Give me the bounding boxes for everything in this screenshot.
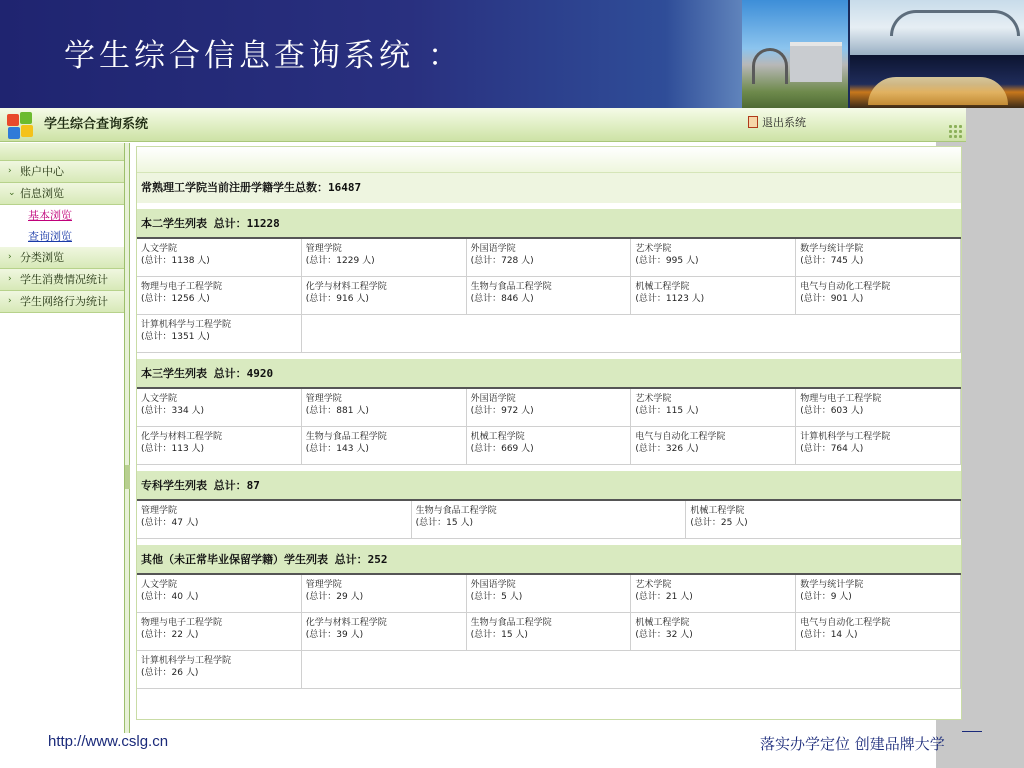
background-panel <box>966 108 1024 142</box>
college-name[interactable]: 计算机科学与工程学院 <box>800 432 891 442</box>
section-header: 本三学生列表 总计：4920 <box>137 359 961 389</box>
footer-slogan: 落实办学定位 创建品牌大学 <box>760 735 945 753</box>
section-header: 本二学生列表 总计：11228 <box>137 209 961 239</box>
college-count: (总计：846 人) <box>470 294 534 304</box>
college-count: (总计：764 人) <box>800 444 864 454</box>
college-grid <box>137 501 961 539</box>
logout-label: 退出系统 <box>762 116 806 129</box>
college-cell <box>631 277 796 315</box>
college-cell <box>796 389 961 427</box>
college-cell <box>137 651 302 689</box>
college-name[interactable]: 艺术学院 <box>635 394 672 404</box>
college-cell <box>686 501 961 539</box>
college-cell <box>796 427 961 465</box>
college-name[interactable]: 艺术学院 <box>635 580 672 590</box>
college-count: (总计：26 人) <box>141 668 199 678</box>
college-cell <box>467 613 632 651</box>
college-name[interactable]: 物理与电子工程学院 <box>141 282 223 292</box>
college-cell <box>137 613 302 651</box>
sidebar-item-category-browse[interactable] <box>0 247 124 269</box>
splitter-handle[interactable] <box>125 465 130 489</box>
chevron-right-icon: › <box>8 274 12 284</box>
college-cell <box>467 575 632 613</box>
empty-cell <box>302 651 961 689</box>
college-name[interactable]: 数学与统计学院 <box>800 580 864 590</box>
content-toolbar <box>137 147 961 173</box>
chevron-right-icon: › <box>8 296 12 306</box>
college-count: (总计：113 人) <box>141 444 205 454</box>
college-name[interactable]: 电气与自动化工程学院 <box>800 618 891 628</box>
college-cell <box>137 575 302 613</box>
college-name[interactable]: 人文学院 <box>141 244 178 254</box>
college-name[interactable]: 机械工程学院 <box>635 618 690 628</box>
college-cell <box>137 315 302 353</box>
college-cell <box>796 613 961 651</box>
college-count: (总计：995 人) <box>635 256 699 266</box>
college-name[interactable]: 化学与材料工程学院 <box>305 282 387 292</box>
college-count: (总计：15 人) <box>415 518 473 528</box>
campus-photo-building <box>742 0 848 108</box>
college-cell <box>467 277 632 315</box>
section-header: 专科学生列表 总计：87 <box>137 471 961 501</box>
college-count: (总计：1229 人) <box>305 256 375 266</box>
college-count: (总计：25 人) <box>690 518 748 528</box>
sidebar-item-info-browse[interactable] <box>0 183 124 205</box>
college-count: (总计：29 人) <box>305 592 364 602</box>
college-name[interactable]: 物理与电子工程学院 <box>141 618 223 628</box>
college-cell <box>137 389 302 427</box>
college-count: (总计：603 人) <box>800 406 864 416</box>
sidebar <box>0 143 125 733</box>
college-grid <box>137 239 961 353</box>
chevron-right-icon: › <box>8 166 12 176</box>
college-name[interactable]: 生物与食品工程学院 <box>415 506 497 516</box>
college-cell <box>302 427 467 465</box>
college-name[interactable]: 计算机科学与工程学院 <box>141 656 232 666</box>
college-cell <box>412 501 687 539</box>
windows-logo-icon <box>4 110 34 140</box>
sidebar-item-label: 学生网络行为统计 <box>20 295 108 308</box>
footer-url[interactable]: http://www.cslg.cn <box>48 733 169 750</box>
college-count: (总计：47 人) <box>141 518 199 528</box>
chevron-down-icon: ⌄ <box>8 188 16 198</box>
college-cell <box>302 389 467 427</box>
logout-icon <box>748 116 758 128</box>
campus-photo-bridge <box>850 0 1024 55</box>
sidebar-subitem-query-browse[interactable]: 查询浏览 <box>0 226 124 247</box>
college-count: (总计：40 人) <box>141 592 199 602</box>
college-name[interactable]: 数学与统计学院 <box>800 244 864 254</box>
college-name[interactable]: 生物与食品工程学院 <box>470 282 552 292</box>
college-grid <box>137 389 961 465</box>
college-cell <box>796 277 961 315</box>
college-cell <box>631 239 796 277</box>
total-students-line: 常熟理工学院当前注册学籍学生总数：16487 <box>137 173 961 203</box>
college-count: (总计：32 人) <box>635 630 693 640</box>
footer-divider <box>962 731 982 732</box>
grip-dots-icon <box>948 124 964 140</box>
college-cell <box>137 277 302 315</box>
college-name[interactable]: 机械工程学院 <box>635 282 690 292</box>
college-count: (总计：1123 人) <box>635 294 705 304</box>
college-cell <box>302 613 467 651</box>
college-cell <box>302 575 467 613</box>
sidebar-item-account-center[interactable] <box>0 161 124 183</box>
college-name[interactable]: 生物与食品工程学院 <box>470 618 552 628</box>
college-name[interactable]: 计算机科学与工程学院 <box>141 320 232 330</box>
college-name[interactable]: 外国语学院 <box>470 244 516 254</box>
college-name[interactable]: 人文学院 <box>141 580 178 590</box>
app-title: 学生综合查询系统 <box>44 117 149 132</box>
slide-header <box>0 0 1024 108</box>
campus-photo-night <box>850 55 1024 108</box>
college-cell <box>631 389 796 427</box>
college-cell <box>631 427 796 465</box>
college-name[interactable]: 化学与材料工程学院 <box>141 432 223 442</box>
college-count: (总计：916 人) <box>305 294 369 304</box>
college-cell <box>467 389 632 427</box>
logout-link[interactable] <box>748 114 806 130</box>
sidebar-item-network-stats[interactable] <box>0 291 124 313</box>
college-name[interactable]: 管理学院 <box>305 244 342 254</box>
app-header-bar <box>0 108 966 142</box>
college-name[interactable]: 物理与电子工程学院 <box>800 394 882 404</box>
college-count: (总计：143 人) <box>305 444 369 454</box>
college-name[interactable]: 机械工程学院 <box>470 432 525 442</box>
college-count: (总计：669 人) <box>470 444 534 454</box>
college-name[interactable]: 艺术学院 <box>635 244 672 254</box>
sidebar-item-consumption-stats[interactable] <box>0 269 124 291</box>
college-count: (总计：972 人) <box>470 406 534 416</box>
content-panel <box>136 146 962 720</box>
college-count: (总计：334 人) <box>141 406 205 416</box>
section-header: 其他（未正常毕业保留学籍）学生列表 总计：252 <box>137 545 961 575</box>
college-cell <box>796 575 961 613</box>
college-count: (总计：1256 人) <box>141 294 210 304</box>
college-count: (总计：326 人) <box>635 444 699 454</box>
college-count: (总计：745 人) <box>800 256 864 266</box>
college-name[interactable]: 管理学院 <box>141 506 178 516</box>
college-name[interactable]: 管理学院 <box>305 394 342 404</box>
college-cell <box>137 427 302 465</box>
college-count: (总计：21 人) <box>635 592 693 602</box>
college-cell <box>467 239 632 277</box>
slide-title: 学生综合信息查询系统 ： <box>64 38 463 74</box>
college-grid <box>137 575 961 689</box>
college-count: (总计：15 人) <box>470 630 528 640</box>
college-count: (总计：901 人) <box>800 294 864 304</box>
college-cell <box>137 501 412 539</box>
college-name[interactable]: 化学与材料工程学院 <box>305 618 387 628</box>
college-count: (总计：1138 人) <box>141 256 210 266</box>
sidebar-item-label: 学生消费情况统计 <box>20 273 108 286</box>
college-cell <box>467 427 632 465</box>
chevron-right-icon: › <box>8 252 12 262</box>
empty-cell <box>302 315 961 353</box>
college-count: (总计：9 人) <box>800 592 852 602</box>
college-cell <box>302 239 467 277</box>
sidebar-item-label: 账户中心 <box>20 165 64 178</box>
college-count: (总计：14 人) <box>800 630 858 640</box>
college-count: (总计：39 人) <box>305 630 364 640</box>
college-name[interactable]: 电气与自动化工程学院 <box>800 282 891 292</box>
sidebar-splitter[interactable] <box>125 143 130 733</box>
college-name[interactable]: 管理学院 <box>305 580 342 590</box>
college-count: (总计：1351 人) <box>141 332 210 342</box>
college-cell <box>631 613 796 651</box>
college-name[interactable]: 机械工程学院 <box>690 506 745 516</box>
college-name[interactable]: 外国语学院 <box>470 394 516 404</box>
sidebar-subitem-basic-browse[interactable]: 基本浏览 <box>0 205 124 226</box>
college-cell <box>137 239 302 277</box>
college-count: (总计：115 人) <box>635 406 699 416</box>
college-cell <box>302 277 467 315</box>
college-name[interactable]: 生物与食品工程学院 <box>305 432 387 442</box>
college-name[interactable]: 电气与自动化工程学院 <box>635 432 726 442</box>
sidebar-top-strip <box>0 143 124 161</box>
college-count: (总计：728 人) <box>470 256 534 266</box>
sidebar-item-label: 分类浏览 <box>20 251 64 264</box>
college-count: (总计：22 人) <box>141 630 199 640</box>
sidebar-item-label: 信息浏览 <box>20 187 64 200</box>
college-count: (总计：5 人) <box>470 592 523 602</box>
college-cell <box>631 575 796 613</box>
college-cell <box>796 239 961 277</box>
college-count: (总计：881 人) <box>305 406 369 416</box>
college-name[interactable]: 人文学院 <box>141 394 178 404</box>
college-name[interactable]: 外国语学院 <box>470 580 516 590</box>
